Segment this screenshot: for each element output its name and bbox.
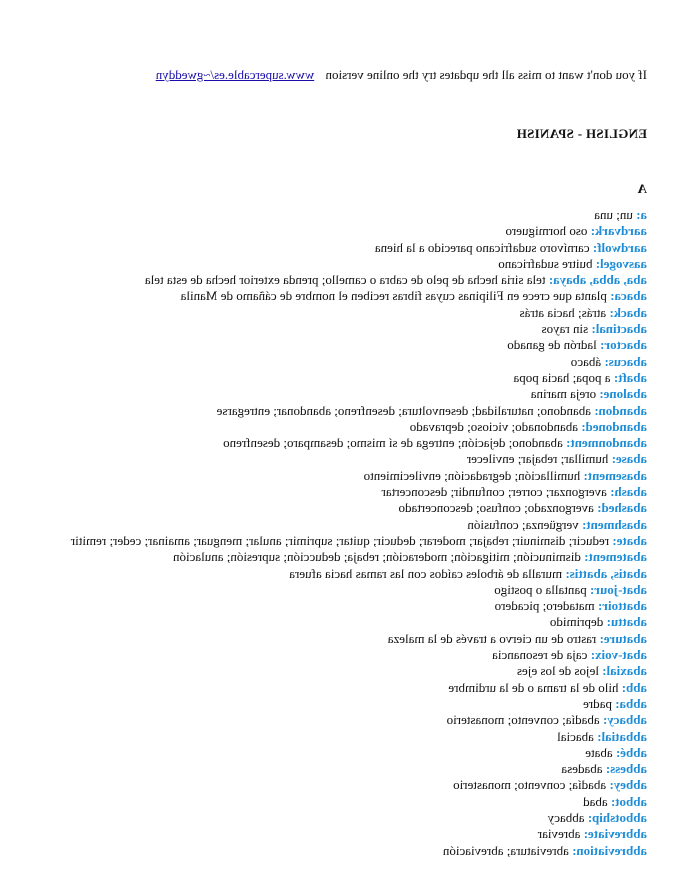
entry-headword: aba, abba, abaya	[553, 272, 647, 288]
dictionary-entry	[47, 223, 647, 239]
entry-headword: abbot	[615, 793, 647, 809]
entry-definition: abandono; naturalidad; desenvoltura; desenfreno; abandonar; entregarse	[216, 402, 591, 418]
entry-colon: :	[606, 484, 615, 500]
entry-headword: abbey	[613, 777, 647, 793]
entry-colon: :	[580, 826, 589, 842]
entry-headword: abactor	[604, 337, 647, 353]
dictionary-entry	[47, 794, 647, 810]
entry-definition: carnívoro sudafricano parecido a la hiena	[374, 239, 590, 255]
entry-definition: a popa; hacia popa	[513, 369, 611, 385]
dictionary-entry	[47, 566, 647, 582]
entry-colon: :	[577, 418, 586, 434]
entry-definition: avergonzado; confuso; desconcertado	[398, 500, 594, 516]
entry-colon: :	[610, 369, 619, 385]
entry-headword: abandon	[598, 402, 647, 418]
dictionary-entry	[47, 712, 647, 728]
dictionary-entry	[47, 647, 647, 663]
entry-definition: padre	[583, 695, 612, 711]
entry-definition: planta que crece en Filipinas cuyas fibras reciben el nombre de cáñamo de Manila	[180, 288, 607, 304]
entry-headword: aback	[613, 304, 647, 320]
entry-definition: oso hormiguero	[505, 223, 588, 239]
entry-headword: abandonment	[570, 435, 647, 451]
entry-colon: :	[618, 679, 627, 695]
entry-definition: muralla de árboles caídos con las ramas hacia afuera	[289, 565, 563, 581]
entry-definition: abreviatura; abreviación	[442, 842, 569, 858]
entry-colon: :	[601, 353, 609, 369]
entry-headword: abate	[616, 532, 647, 548]
entry-colon: :	[578, 516, 587, 532]
entry-headword: aardvark	[595, 223, 647, 239]
dictionary-entry	[47, 745, 647, 761]
entry-colon: :	[606, 777, 614, 793]
entry-headword: abashment	[586, 516, 647, 532]
entry-colon: :	[603, 614, 611, 630]
entry-definition: tela siria hecha de pelo de cabra o camello; prenda exterior hecha de esta tela	[144, 272, 546, 288]
dictionary-entry	[47, 533, 647, 549]
entry-colon: :	[606, 288, 615, 304]
entry-colon: :	[580, 549, 589, 565]
letter-heading: A	[637, 181, 647, 196]
entry-headword: abandoned	[585, 418, 647, 434]
entry-definition: matadero; picadero	[494, 598, 595, 614]
dictionary-entry	[47, 240, 647, 256]
entry-headword: abbotship	[592, 809, 647, 825]
entry-headword: abbreviate	[588, 826, 647, 842]
entry-colon: :	[592, 255, 601, 271]
entry-colon: :	[632, 207, 641, 222]
dictionary-entry	[47, 549, 647, 565]
entry-colon: :	[580, 467, 588, 483]
dictionary-entry	[47, 826, 647, 842]
entry-headword: abatement	[588, 549, 647, 565]
entry-headword: abat-jour	[594, 581, 647, 597]
entry-headword: abalone	[603, 386, 647, 402]
entry-colon: :	[584, 809, 593, 825]
entry-definition: buitre sudafricano	[498, 255, 593, 271]
entry-definition: humillar; rebajar; envilecer	[466, 451, 609, 467]
entry-headword: abashed	[601, 500, 647, 516]
entry-headword: abaft	[618, 369, 647, 385]
entry-definition: abadesa	[561, 761, 603, 777]
dictionary-entry	[47, 403, 647, 419]
dictionary-entry	[47, 419, 647, 435]
entry-definition: humillación; degradación; envilecimiento	[363, 467, 581, 483]
entry-colon: :	[612, 744, 621, 760]
entry-colon: :	[587, 647, 595, 663]
entry-colon: :	[611, 695, 620, 711]
entry-definition: abadía; convento; monasterio	[446, 712, 600, 728]
entry-definition: abbacy	[547, 809, 585, 825]
entry-colon: :	[587, 223, 595, 239]
dictionary-entry	[47, 598, 647, 614]
entry-definition: abandonado; vicioso; depravado	[409, 418, 578, 434]
dictionary-entry	[47, 207, 647, 223]
dictionary-entry	[47, 256, 647, 272]
entry-colon: :	[596, 337, 605, 353]
entry-colon: :	[586, 581, 595, 597]
online-version-notice	[156, 67, 647, 83]
entry-definition: abacial	[557, 728, 594, 744]
entry-colon: :	[602, 761, 611, 777]
entry-definition: rastro de un ciervo a través de la maleza	[387, 630, 597, 646]
entry-definition: abandono; dejación; entrega de sí mismo; desamparo; desenfreno	[223, 435, 563, 451]
entry-colon: :	[594, 598, 603, 614]
entry-headword: abba	[619, 695, 647, 711]
entry-headword: abbreviation	[576, 842, 647, 858]
entry-definition: abadía; convento; monasterio	[453, 777, 607, 793]
dictionary-entry	[47, 337, 647, 353]
dictionary-entry	[47, 288, 647, 304]
entry-headword: abature	[603, 630, 647, 646]
dictionary-entry	[47, 321, 647, 337]
dictionary-entry	[47, 370, 647, 386]
dictionary-entry	[47, 354, 647, 370]
dictionary-entry	[47, 614, 647, 630]
dictionary-entry	[47, 729, 647, 745]
dictionary-entry	[47, 272, 647, 288]
entry-definition: oreja marina	[530, 386, 597, 402]
entry-headword: a	[640, 207, 647, 222]
entry-headword: abash	[614, 484, 647, 500]
entry-definition: atrás; hacia atrás	[519, 304, 607, 320]
dictionary-entry	[47, 810, 647, 826]
entry-definition: vergüenza; confusión	[467, 516, 579, 532]
entry-headword: abattoir	[602, 598, 647, 614]
entry-colon: :	[606, 304, 614, 320]
dictionary-entry	[47, 631, 647, 647]
entry-headword: abat-voix	[595, 647, 647, 663]
entry-colon: :	[562, 565, 570, 581]
entry-headword: abaxial	[606, 663, 647, 679]
entry-colon: :	[562, 435, 571, 451]
entry-colon: :	[590, 402, 599, 418]
entry-definition: lejos de los ejes	[516, 663, 599, 679]
online-version-link[interactable]: www.supercable.es/~gweddyn	[155, 67, 315, 82]
entry-definition: caja de resonancia	[492, 647, 588, 663]
entry-headword: aardwolf	[597, 239, 647, 255]
entry-headword: abbacy	[607, 712, 647, 728]
entry-colon: :	[598, 663, 607, 679]
entry-list	[47, 207, 647, 859]
entry-colon: :	[596, 386, 604, 402]
dictionary-entry	[47, 500, 647, 516]
dictionary-entry	[47, 435, 647, 451]
entry-definition: abreviar	[537, 826, 581, 842]
entry-headword: abaca	[614, 288, 647, 304]
dictionary-entry	[47, 663, 647, 679]
dictionary-entry	[47, 451, 647, 467]
entry-headword: abattu	[610, 614, 647, 630]
entry-headword: aasvogel	[600, 255, 647, 271]
entry-headword: abactinal	[595, 321, 647, 337]
entry-colon: :	[588, 321, 596, 337]
entry-colon: :	[596, 630, 604, 646]
entry-definition: hilo de la trama o de la urdimbre	[448, 679, 619, 695]
dictionary-title: ENGLISH - SPANISH	[516, 126, 647, 141]
entry-headword: abbé	[620, 744, 647, 760]
dictionary-entry	[47, 517, 647, 533]
entry-colon: :	[593, 500, 602, 516]
entry-headword: abbatial	[601, 728, 647, 744]
dictionary-entry	[47, 843, 647, 859]
entry-headword: abatis, abattis	[569, 565, 647, 581]
entry-colon: :	[607, 793, 616, 809]
dictionary-entry	[47, 582, 647, 598]
dictionary-entry	[47, 680, 647, 696]
entry-colon: :	[609, 532, 617, 548]
entry-headword: abacus	[608, 353, 647, 369]
entry-definition: abate	[585, 744, 613, 760]
entry-colon: :	[593, 728, 602, 744]
entry-colon: :	[589, 239, 598, 255]
entry-definition: deprimido	[549, 614, 604, 630]
notice-text: If you don't want to miss all the updates try the online version	[325, 67, 647, 82]
entry-definition: reducir; disminuir; rebajar; moderar; deducir; quitar; suprimir; anular; menguar; amainar; ceder; remitir	[70, 532, 610, 548]
entry-definition: un; una	[594, 207, 633, 222]
dictionary-entry	[47, 761, 647, 777]
entry-definition: ábaco	[570, 353, 602, 369]
dictionary-entry	[47, 484, 647, 500]
entry-colon: :	[545, 272, 554, 288]
entry-definition: avergonzar; correr; confundir; desconcertar	[381, 484, 607, 500]
entry-definition: pantalla o postigo	[494, 581, 587, 597]
entry-colon: :	[599, 712, 608, 728]
entry-definition: ladrón de ganado	[507, 337, 597, 353]
entry-definition: disminución; mitigación; moderación; rebaja; deducción; supresión; anulación	[172, 549, 581, 565]
entry-headword: abbess	[610, 761, 647, 777]
dictionary-entry	[47, 777, 647, 793]
dictionary-entry	[47, 305, 647, 321]
entry-headword: abase	[615, 451, 647, 467]
dictionary-entry	[47, 468, 647, 484]
dictionary-entry	[47, 696, 647, 712]
entry-headword: abasement	[587, 467, 647, 483]
entry-colon: :	[608, 451, 616, 467]
entry-headword: abb	[626, 679, 647, 695]
dictionary-entry	[47, 386, 647, 402]
entry-definition: abad	[583, 793, 608, 809]
entry-colon: :	[568, 842, 577, 858]
entry-definition: sin rayos	[541, 321, 589, 337]
